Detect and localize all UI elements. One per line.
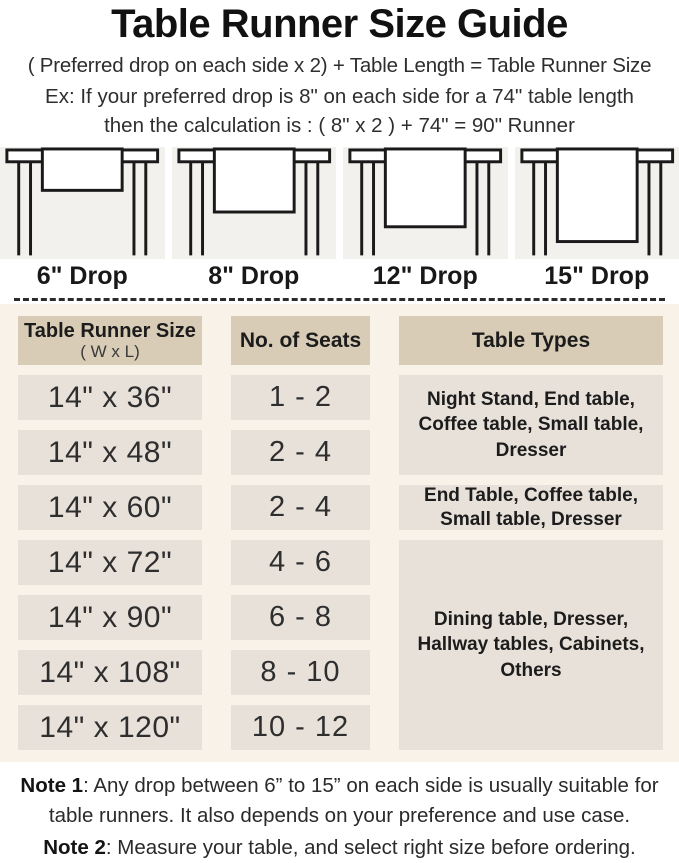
size-cell: 14" x 60" <box>18 485 202 530</box>
size-table <box>18 316 663 750</box>
figure-15-drop <box>515 147 679 259</box>
seats-cell: 6 - 8 <box>231 595 370 640</box>
example-line-1: Ex: If your preferred drop is 8" on each side for a 74" table length <box>0 85 679 109</box>
dashed-divider <box>14 298 665 301</box>
table-runner-15-drop-icon <box>515 147 679 259</box>
header-runner-size-subtitle: ( W x L) <box>80 342 140 362</box>
drop-label-8: 8" Drop <box>172 262 337 291</box>
drop-labels <box>0 259 679 298</box>
table-types-group-medium: End Table, Coffee table, Small table, Dresser <box>399 485 663 530</box>
seats-cell: 4 - 6 <box>231 540 370 585</box>
table-types-group-large: Dining table, Dresser, Hallway tables, Cabinets, Others <box>399 540 663 750</box>
figure-8-drop <box>172 147 337 259</box>
seats-cell: 2 - 4 <box>231 485 370 530</box>
note-2 <box>2 833 677 863</box>
example-line-2: then the calculation is : ( 8" x 2 ) + 74" = 90" Runner <box>0 114 679 138</box>
formula-text: ( Preferred drop on each side x 2) + Table Length = Table Runner Size <box>2 54 677 78</box>
note-1 <box>2 771 677 830</box>
size-cell: 14" x 90" <box>18 595 202 640</box>
header-seats: No. of Seats <box>231 316 370 365</box>
table-runner-12-drop-icon <box>343 147 508 259</box>
size-table-section <box>0 304 679 762</box>
table-runner-8-drop-icon <box>172 147 337 259</box>
table-types-group-small: Night Stand, End table, Coffee table, Small table, Dresser <box>399 375 663 475</box>
size-cell: 14" x 36" <box>18 375 202 420</box>
seats-cell: 2 - 4 <box>231 430 370 475</box>
note-2-text: : Measure your table, and select right size before ordering. <box>106 836 636 859</box>
page-title: Table Runner Size Guide <box>0 0 679 47</box>
seats-cell: 1 - 2 <box>231 375 370 420</box>
drop-figures <box>0 147 679 259</box>
seats-cell: 8 - 10 <box>231 650 370 695</box>
seats-cell: 10 - 12 <box>231 705 370 750</box>
size-cell: 14" x 72" <box>18 540 202 585</box>
drop-label-6: 6" Drop <box>0 262 165 291</box>
table-runner-6-drop-icon <box>0 147 165 259</box>
note-1-label: Note 1 <box>20 774 83 797</box>
size-cell: 14" x 120" <box>18 705 202 750</box>
header-runner-size-title: Table Runner Size <box>24 320 196 342</box>
size-cell: 14" x 48" <box>18 430 202 475</box>
note-2-label: Note 2 <box>43 836 106 859</box>
notes-section <box>0 762 679 863</box>
drop-label-15: 15" Drop <box>515 262 679 291</box>
drop-label-12: 12" Drop <box>343 262 508 291</box>
header-runner-size <box>18 316 202 365</box>
note-1-text: : Any drop between 6” to 15” on each side is usually suitable for table runners. It also depends on your preference and use case. <box>49 774 659 827</box>
figure-6-drop <box>0 147 165 259</box>
figure-12-drop <box>343 147 508 259</box>
size-cell: 14" x 108" <box>18 650 202 695</box>
intro-section <box>0 0 679 138</box>
header-table-types: Table Types <box>399 316 663 365</box>
